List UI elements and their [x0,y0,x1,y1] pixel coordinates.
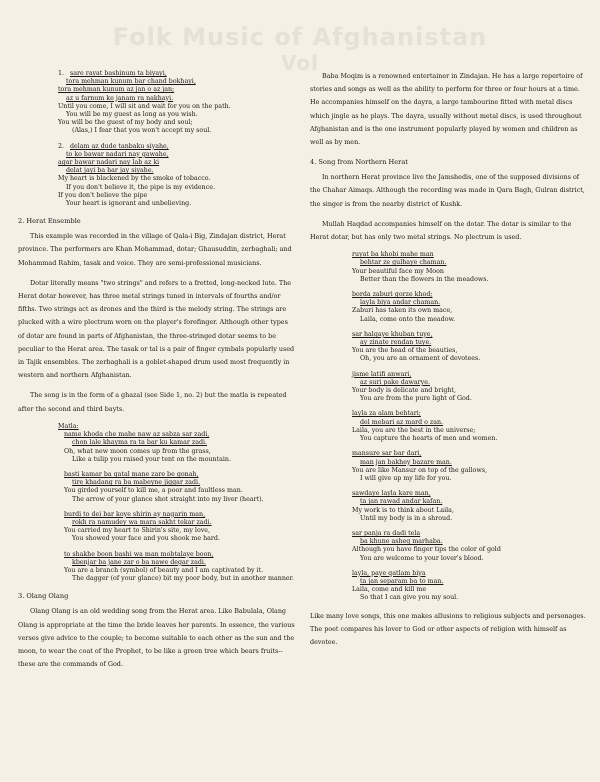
bayt-verse: burdi to dei bar koye shirin ay nagarin man, rokh ra namudey wa mara sakht tekar zadi. You carried my heart to Shirin's site, my love, You showed your face and you shook me hard. [64,510,220,543]
watermark-title: Folk Music of Afghanistan Vol [112,23,488,75]
right-column [310,70,588,656]
song-verse: sar halqaye khuban tuye, ay zinate rendan tuye. You are the head of the beauties, Oh, you are an ornament of devotees. [352,330,481,363]
paragraph: The song is in the form of a ghazal (see Side 1, no. 2) but the matla is repeated after the second and third bayts. [18,391,287,413]
left-column [18,70,296,678]
song-verse: ruyat ba khobi mahe man behtar ze gulhaye chaman. Your beautiful face my Moon Better than the flowers in the meadows. [352,251,489,283]
paragraph: Olang Olang is an old wedding song from the Herat area. Like Babulala, Olang Olang is appropriate at the time the bride leaves her parents. In essence, the various verses give advice to the couple; to become suitable to each other as the sun and the moon, to wear the coat of the Prophet, to be like a green tree which bears fruits--these are the commands of God. [18,607,295,669]
paragraph: Baba Moqim is a renowned entertainer in Zindajan. He has a large repertoire of stories and songs as well as the ability to perform for three or four hours at a time. He accompanies himself on the dayra, a large tambourine fitted with metal discs which jingle as he plays. The dayra, usually without metal discs, is used throughout Afghanistan and is the one instrument popularly played by women and children as well as by men. [310,72,583,147]
paragraph: Like many love songs, this one makes allusions to religious subjects and personages. The poet compares his lover to God or other aspects of religion with himself as devotee. [310,611,586,646]
section-heading-northern-herat: 4. Song from Northern Herat [310,158,408,167]
verse-2: 2. delam az dude tanbaku siyahe, to ko bawar nadari nay gawahe, agar bawar nadari nay lab az ki delat jayi ba har jay siyahe. My heart is blackened by the smoke of tobacco. If you don't believe it, the pipe is my evidence. If you don't believe the pipe Your heart is ignorant and unbelieving. [58,142,215,208]
matla-verse: Matla: name khoda che mahe naw az sabza sar zadi, chon lale khayma ra ta bar ku kamar zadi. Oh, what new moon comes up from the grass, Like a tulip you raised your tent on the mountain. [58,422,231,463]
paragraph: Dotar literally means "two strings" and refers to a fretted, long-necked lute. The Herat dotar however, has three metal strings tuned in intervals of fourths and/or fifths. Two strings act as drones and the third is the melody string. The strings are plucked with a wire plectrum worn on the player's forefinger. Although other types of dotar are found in parts of Afghanistan, the three-stringed dotar seems to be peculiar to the Herat area. The tasak or tal is a pair of finger cymbals popularly used in Tajik ensembles. The zerbaghali is a goblet-shaped drum used most frequently in western and northern Afghanistan. [18,278,295,380]
paragraph: Mullah Haqdad accompanies himself on the dotar. The dotar is similar to the Herat dotar, but has only two metal strings. No plectrum is used. [310,219,572,242]
bayt-verse: to shakhe boon bashi wa man mobtalaye boon, kbenjar ba jane zar o ba nawe degar zadi. You are a branch (symbol) of beauty and I am captivated by it. The dagger (of your glance) bit my poor body, but in another manner. [64,550,294,583]
paragraph: In northern Herat province live the Jamshedis, one of the supposed divisions of the Chahar Aimaqs. Although the recording was made in Qara Bagh, Gulran district, the singer is from the nearby district of Kushk. [310,173,585,208]
verse-1: 1. sare rayat bashinum ta biyayi, tora mehman kunum bar chand bokhayi, tora mehman kunum az jan o az jan; az u farnum ke janam ra nakhayi. Until you come, I will sit and wait for you on the path. You will be my guest as long as you wish. You will be the guest of my body and soul; (Alas,) I fear that you won't accept my soul. [58,70,231,135]
song-verse: layla, paye qatlam biya ta jan separam ba to man. Laila, come and kill me So that I can give you my soul. [352,569,459,602]
song-verse: jisme latifi anwari, az suri pake dawarye. Your body is delicate and bright, You are from the pure light of God. [352,370,472,403]
song-verse: sar panja ra dadi tela ba khune asheq marhaba. Although you have finger tips the color of gold You are welcome to your lover's blood. [352,529,501,562]
bayt-verse: basti kamar ba qatal mane zare be gonah, tire khadang ra ba mabeyne jiggar zadi. You girded yourself to kill me, a poor and faultless man. The arrow of your glance shot straight into my liver (heart). [64,470,264,503]
song-verse: layla za alam behtari; del mebari az mard o zan. Laila, you are the best in the universe; You capture the hearts of men and women. [352,410,498,443]
section-heading-olang-olang: 3. Olang Olang [18,592,69,601]
section-heading-herat-ensemble: 2. Herat Ensemble [18,217,81,226]
song-verse: sawdaye layla kare man, ta jan rawad andar kafan. My work is to think about Laila, Until my body is in a shroud. [352,490,454,522]
song-verse: borda zaburi gorze khod; layla biya andar chaman. Zaburi has taken its own mace, Laila, come onto the meadow. [352,291,456,323]
song-verse: mansure sar bar dari, man jan bakhey bazare man. You are like Mansur on top of the gallows, I will give up my life for you. [352,450,487,482]
paragraph: This example was recorded in the village of Qala-i Big, Zindajan district, Herat province. The performers are Khan Mohammad, dotar; Ghausuddin, zerbaghali; and Mohammad Rahim, tasak and voice. They are semi-professional musicians. [18,232,292,267]
